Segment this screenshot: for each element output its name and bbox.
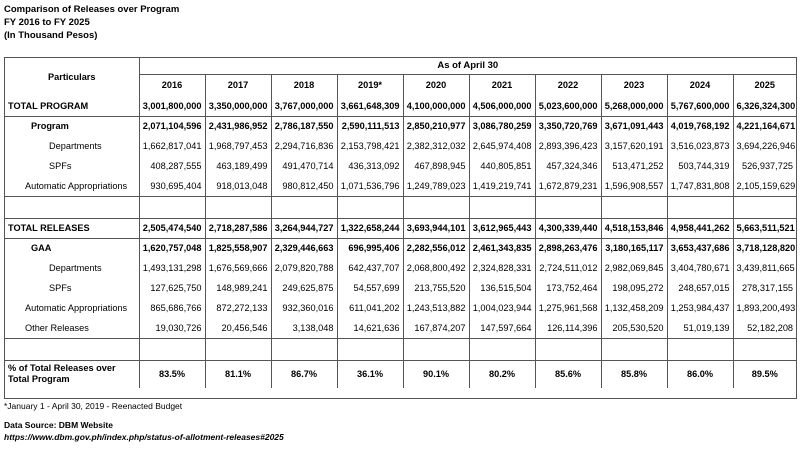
value-cell: 3,180,165,117 (601, 238, 667, 258)
value-cell: 3,138,048 (271, 318, 337, 338)
value-cell: 3,661,648,309 (337, 96, 403, 116)
releases-table-frame (4, 57, 797, 399)
table-row-program-departments (5, 136, 796, 156)
value-cell: 278,317,155 (733, 278, 796, 298)
value-cell: 126,114,396 (535, 318, 601, 338)
data-source-url[interactable]: https://www.dbm.gov.ph/index.php/status-of-allotment-releases#2025 (4, 432, 284, 442)
value-cell: 3,612,965,443 (469, 218, 535, 238)
value-cell: 1,132,458,209 (601, 298, 667, 318)
value-cell: 248,657,015 (667, 278, 733, 298)
value-cell: 213,755,520 (403, 278, 469, 298)
table-row-program (5, 116, 796, 136)
value-cell: 2,071,104,596 (139, 116, 205, 136)
value-cell: 5,767,600,000 (667, 96, 733, 116)
table-row-total-releases (5, 218, 796, 238)
value-cell: 467,898,945 (403, 156, 469, 176)
value-cell: 2,382,312,032 (403, 136, 469, 156)
empty-cell (733, 196, 796, 218)
value-cell: 2,461,343,835 (469, 238, 535, 258)
value-cell: 54,557,699 (337, 278, 403, 298)
value-cell: 148,989,241 (205, 278, 271, 298)
value-cell: 463,189,499 (205, 156, 271, 176)
value-cell: 2,079,820,788 (271, 258, 337, 278)
value-cell: 1,893,200,493 (733, 298, 796, 318)
value-cell: 1,322,658,244 (337, 218, 403, 238)
value-cell: 4,518,153,846 (601, 218, 667, 238)
value-cell: 2,724,511,012 (535, 258, 601, 278)
value-cell: 1,620,757,048 (139, 238, 205, 258)
value-cell: 1,672,879,231 (535, 176, 601, 196)
value-cell: 1,968,797,453 (205, 136, 271, 156)
row-label: GAA (31, 243, 52, 254)
footnote: *January 1 - April 30, 2019 - Reenacted Budget (4, 401, 183, 411)
value-cell: 19,030,726 (139, 318, 205, 338)
value-cell: 3,001,800,000 (139, 96, 205, 116)
table-row-program-spfs (5, 156, 796, 176)
value-cell: 440,805,851 (469, 156, 535, 176)
empty-cell (535, 196, 601, 218)
value-cell: 1,275,961,568 (535, 298, 601, 318)
value-cell: 457,324,346 (535, 156, 601, 176)
value-cell: 173,752,464 (535, 278, 601, 298)
value-cell: 932,360,016 (271, 298, 337, 318)
year-header: 2022 (535, 74, 601, 96)
value-cell: 85.6% (535, 360, 601, 388)
value-cell: 930,695,404 (139, 176, 205, 196)
year-header: 2024 (667, 74, 733, 96)
row-label: Automatic Appropriations (5, 176, 139, 196)
value-cell: 3,157,620,191 (601, 136, 667, 156)
empty-cell (139, 196, 205, 218)
value-cell: 408,287,555 (139, 156, 205, 176)
empty-cell (205, 196, 271, 218)
table-row-pct (5, 360, 796, 388)
empty-cell (667, 196, 733, 218)
value-cell: 3,653,437,686 (667, 238, 733, 258)
value-cell: 6,326,324,300 (733, 96, 796, 116)
row-label: Program (31, 121, 69, 132)
value-cell: 2,590,111,513 (337, 116, 403, 136)
empty-cell (403, 196, 469, 218)
empty-cell (337, 196, 403, 218)
value-cell: 36.1% (337, 360, 403, 388)
value-cell: 167,874,207 (403, 318, 469, 338)
value-cell: 52,182,208 (733, 318, 796, 338)
value-cell: 81.1% (205, 360, 271, 388)
value-cell: 2,324,828,331 (469, 258, 535, 278)
value-cell: 80.2% (469, 360, 535, 388)
table-row-gaa-spfs (5, 278, 796, 298)
value-cell: 1,825,558,907 (205, 238, 271, 258)
row-label: SPFs (49, 161, 72, 171)
value-cell: 147,597,664 (469, 318, 535, 338)
as-of-header: As of April 30 (139, 58, 796, 74)
row-label: Other Releases (5, 318, 139, 338)
title-line-2: FY 2016 to FY 2025 (4, 17, 90, 28)
value-cell: 503,744,319 (667, 156, 733, 176)
value-cell: 1,596,908,557 (601, 176, 667, 196)
value-cell: 1,747,831,808 (667, 176, 733, 196)
value-cell: 4,221,164,671 (733, 116, 796, 136)
value-cell: 4,019,768,192 (667, 116, 733, 136)
empty-cell (601, 196, 667, 218)
value-cell: 2,431,986,952 (205, 116, 271, 136)
table-row-gaa (5, 238, 796, 258)
value-cell: 642,437,707 (337, 258, 403, 278)
particulars-header: Particulars (48, 72, 96, 82)
year-header: 2019* (337, 74, 403, 96)
value-cell: 436,313,092 (337, 156, 403, 176)
data-source-label: Data Source: DBM Website (4, 420, 113, 430)
year-header: 2021 (469, 74, 535, 96)
value-cell: 83.5% (139, 360, 205, 388)
value-cell: 865,686,766 (139, 298, 205, 318)
value-cell: 1,249,789,023 (403, 176, 469, 196)
year-header: 2017 (205, 74, 271, 96)
value-cell: 3,350,000,000 (205, 96, 271, 116)
value-cell: 4,300,339,440 (535, 218, 601, 238)
empty-cell (139, 338, 205, 360)
empty-cell (601, 338, 667, 360)
value-cell: 1,493,131,298 (139, 258, 205, 278)
value-cell: 2,850,210,977 (403, 116, 469, 136)
value-cell: 5,663,511,521 (733, 218, 796, 238)
value-cell: 872,272,133 (205, 298, 271, 318)
table-row-gaa-departments (5, 258, 796, 278)
value-cell: 3,693,944,101 (403, 218, 469, 238)
row-label: TOTAL RELEASES (5, 218, 139, 238)
value-cell: 136,515,504 (469, 278, 535, 298)
value-cell: 1,243,513,882 (403, 298, 469, 318)
value-cell: 1,419,219,741 (469, 176, 535, 196)
releases-table (5, 58, 796, 388)
empty-cell (337, 338, 403, 360)
table-row-total-program (5, 96, 796, 116)
value-cell: 918,013,048 (205, 176, 271, 196)
value-cell: 2,898,263,476 (535, 238, 601, 258)
empty-cell (469, 196, 535, 218)
year-header: 2025 (733, 74, 796, 96)
value-cell: 2,718,287,586 (205, 218, 271, 238)
value-cell: 696,995,406 (337, 238, 403, 258)
value-cell: 1,253,984,437 (667, 298, 733, 318)
empty-cell (403, 338, 469, 360)
row-label: SPFs (49, 283, 72, 293)
title-line-3: (In Thousand Pesos) (4, 30, 98, 41)
value-cell: 51,019,139 (667, 318, 733, 338)
value-cell: 85.8% (601, 360, 667, 388)
value-cell: 3,350,720,769 (535, 116, 601, 136)
value-cell: 1,004,023,944 (469, 298, 535, 318)
value-cell: 2,786,187,550 (271, 116, 337, 136)
value-cell: 20,456,546 (205, 318, 271, 338)
value-cell: 2,294,716,836 (271, 136, 337, 156)
value-cell: 127,625,750 (139, 278, 205, 298)
value-cell: 3,767,000,000 (271, 96, 337, 116)
row-label: Departments (49, 263, 102, 273)
value-cell: 2,329,446,663 (271, 238, 337, 258)
value-cell: 2,153,798,421 (337, 136, 403, 156)
table-row-program-auto (5, 176, 796, 196)
empty-cell (469, 338, 535, 360)
value-cell: 526,937,725 (733, 156, 796, 176)
spacer-row (5, 196, 796, 218)
value-cell: 205,530,520 (601, 318, 667, 338)
value-cell: 14,621,636 (337, 318, 403, 338)
value-cell: 2,893,396,423 (535, 136, 601, 156)
value-cell: 3,264,944,727 (271, 218, 337, 238)
value-cell: 2,982,069,845 (601, 258, 667, 278)
value-cell: 2,282,556,012 (403, 238, 469, 258)
row-label: Automatic Appropriations (25, 303, 128, 313)
value-cell: 2,505,474,540 (139, 218, 205, 238)
table-row-releases-auto (5, 298, 796, 318)
value-cell: 86.0% (667, 360, 733, 388)
value-cell: 1,662,817,041 (139, 136, 205, 156)
empty-cell (271, 338, 337, 360)
value-cell: 980,812,450 (271, 176, 337, 196)
value-cell: 90.1% (403, 360, 469, 388)
row-label: Departments (49, 141, 102, 151)
value-cell: 3,694,226,946 (733, 136, 796, 156)
year-header: 2018 (271, 74, 337, 96)
value-cell: 2,105,159,629 (733, 176, 796, 196)
value-cell: 2,645,974,408 (469, 136, 535, 156)
title-line-1: Comparison of Releases over Program (4, 4, 180, 15)
value-cell: 198,095,272 (601, 278, 667, 298)
table-row-other-releases (5, 318, 796, 338)
empty-cell (5, 196, 139, 218)
value-cell: 3,516,023,873 (667, 136, 733, 156)
value-cell: 611,041,202 (337, 298, 403, 318)
title-block (4, 3, 179, 42)
value-cell: 4,958,441,262 (667, 218, 733, 238)
value-cell: 1,676,569,666 (205, 258, 271, 278)
value-cell: 3,718,128,820 (733, 238, 796, 258)
empty-cell (5, 338, 139, 360)
value-cell: 1,071,536,796 (337, 176, 403, 196)
value-cell: 249,625,875 (271, 278, 337, 298)
year-header: 2023 (601, 74, 667, 96)
value-cell: 89.5% (733, 360, 796, 388)
value-cell: 491,470,714 (271, 156, 337, 176)
value-cell: 3,439,811,665 (733, 258, 796, 278)
empty-cell (535, 338, 601, 360)
value-cell: 3,086,780,259 (469, 116, 535, 136)
empty-cell (205, 338, 271, 360)
value-cell: 4,506,000,000 (469, 96, 535, 116)
value-cell: 3,671,091,443 (601, 116, 667, 136)
spacer-row (5, 338, 796, 360)
year-header: 2020 (403, 74, 469, 96)
value-cell: 513,471,252 (601, 156, 667, 176)
value-cell: 5,023,600,000 (535, 96, 601, 116)
value-cell: 5,268,000,000 (601, 96, 667, 116)
empty-cell (271, 196, 337, 218)
year-header: 2016 (139, 74, 205, 96)
empty-cell (667, 338, 733, 360)
value-cell: 3,404,780,671 (667, 258, 733, 278)
row-label: % of Total Releases over Total Program (5, 360, 139, 388)
header-row-asof (5, 58, 796, 74)
value-cell: 86.7% (271, 360, 337, 388)
value-cell: 2,068,800,492 (403, 258, 469, 278)
empty-cell (733, 338, 796, 360)
value-cell: 4,100,000,000 (403, 96, 469, 116)
row-label: TOTAL PROGRAM (5, 96, 139, 116)
